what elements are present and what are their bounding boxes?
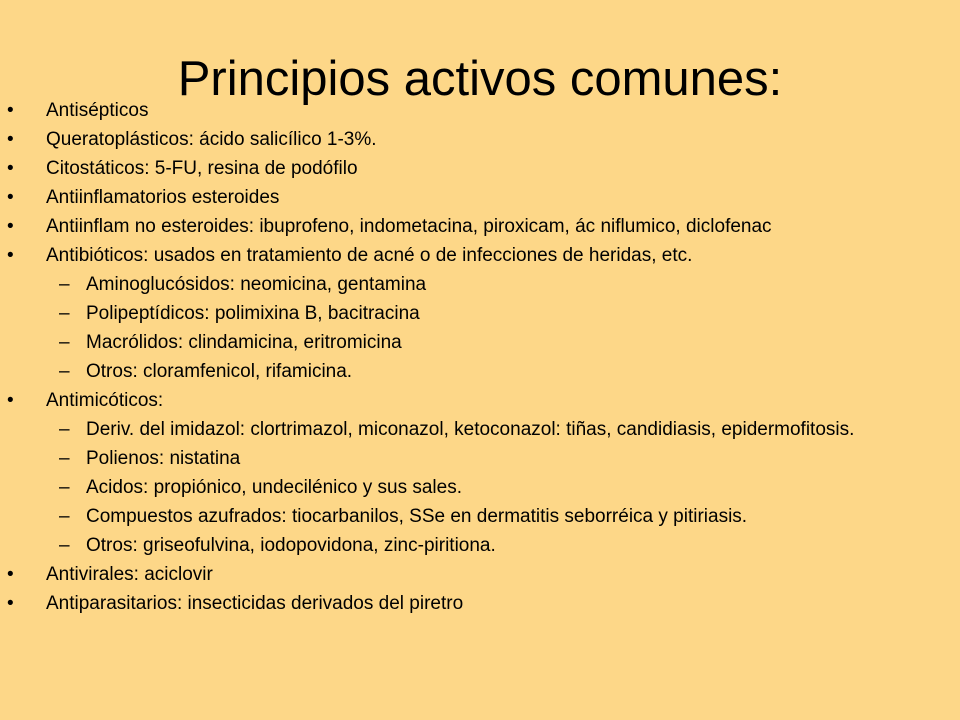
list-item [0, 565, 960, 585]
list-item [0, 101, 960, 121]
dash-marker: – [59, 332, 70, 353]
dash-marker: – [59, 361, 70, 382]
list-item-text: Macrólidos: clindamicina, eritromicina [86, 332, 402, 353]
list-item-text: Antiinflamatorios esteroides [46, 187, 280, 208]
bullet-marker: • [7, 187, 14, 208]
list-item-text: Aminoglucósidos: neomicina, gentamina [86, 274, 427, 295]
list-item [0, 188, 960, 208]
list-item [0, 130, 960, 150]
list-item [0, 594, 960, 614]
list-item-text: Antisépticos [46, 100, 149, 121]
dash-marker: – [59, 274, 70, 295]
list-item-text: Queratoplásticos: ácido salicílico 1-3%. [46, 129, 377, 150]
bullet-marker: • [7, 129, 14, 150]
list-item [0, 246, 960, 266]
dash-marker: – [59, 535, 70, 556]
bullet-marker: • [7, 216, 14, 237]
bullet-marker: • [7, 100, 14, 121]
sub-list-item [0, 536, 960, 556]
dash-marker: – [59, 419, 70, 440]
bullet-marker: • [7, 564, 14, 585]
sub-list-item [0, 362, 960, 382]
list-item-text: Acidos: propiónico, undecilénico y sus sales. [86, 477, 462, 498]
dash-marker: – [59, 506, 70, 527]
list-item-text: Antivirales: aciclovir [46, 564, 213, 585]
list-item-text: Deriv. del imidazol: clortrimazol, miconazol, ketoconazol: tiñas, candidiasis, epidermofitosis. [86, 419, 855, 440]
list-item [0, 217, 960, 237]
bullet-marker: • [7, 158, 14, 179]
list-item-text: Antibióticos: usados en tratamiento de acné o de infecciones de heridas, etc. [46, 245, 693, 266]
list-item-text: Polipeptídicos: polimixina B, bacitracina [86, 303, 420, 324]
list-item-text: Compuestos azufrados: tiocarbanilos, SSe en dermatitis seborréica y pitiriasis. [86, 506, 748, 527]
bullet-list [0, 101, 960, 623]
sub-list-item [0, 333, 960, 353]
list-item-text: Antiinflam no esteroides: ibuprofeno, indometacina, piroxicam, ác niflumico, diclofenac [46, 216, 772, 237]
bullet-marker: • [7, 593, 14, 614]
dash-marker: – [59, 303, 70, 324]
bullet-marker: • [7, 390, 14, 411]
list-item-text: Otros: griseofulvina, iodopovidona, zinc-piritiona. [86, 535, 496, 556]
list-item-text: Antiparasitarios: insecticidas derivados del piretro [46, 593, 464, 614]
list-item-text: Antimicóticos: [46, 390, 164, 411]
list-item [0, 159, 960, 179]
sub-list-item [0, 304, 960, 324]
bullet-marker: • [7, 245, 14, 266]
dash-marker: – [59, 477, 70, 498]
list-item [0, 391, 960, 411]
slide-title: Principios activos comunes: [177, 51, 783, 106]
sub-list-item [0, 507, 960, 527]
list-item-text: Polienos: nistatina [86, 448, 241, 469]
list-item-text: Citostáticos: 5-FU, resina de podófilo [46, 158, 358, 179]
list-item-text: Otros: cloramfenicol, rifamicina. [86, 361, 353, 382]
sub-list-item [0, 420, 960, 440]
sub-list-item [0, 478, 960, 498]
dash-marker: – [59, 448, 70, 469]
sub-list-item [0, 449, 960, 469]
sub-list-item [0, 275, 960, 295]
